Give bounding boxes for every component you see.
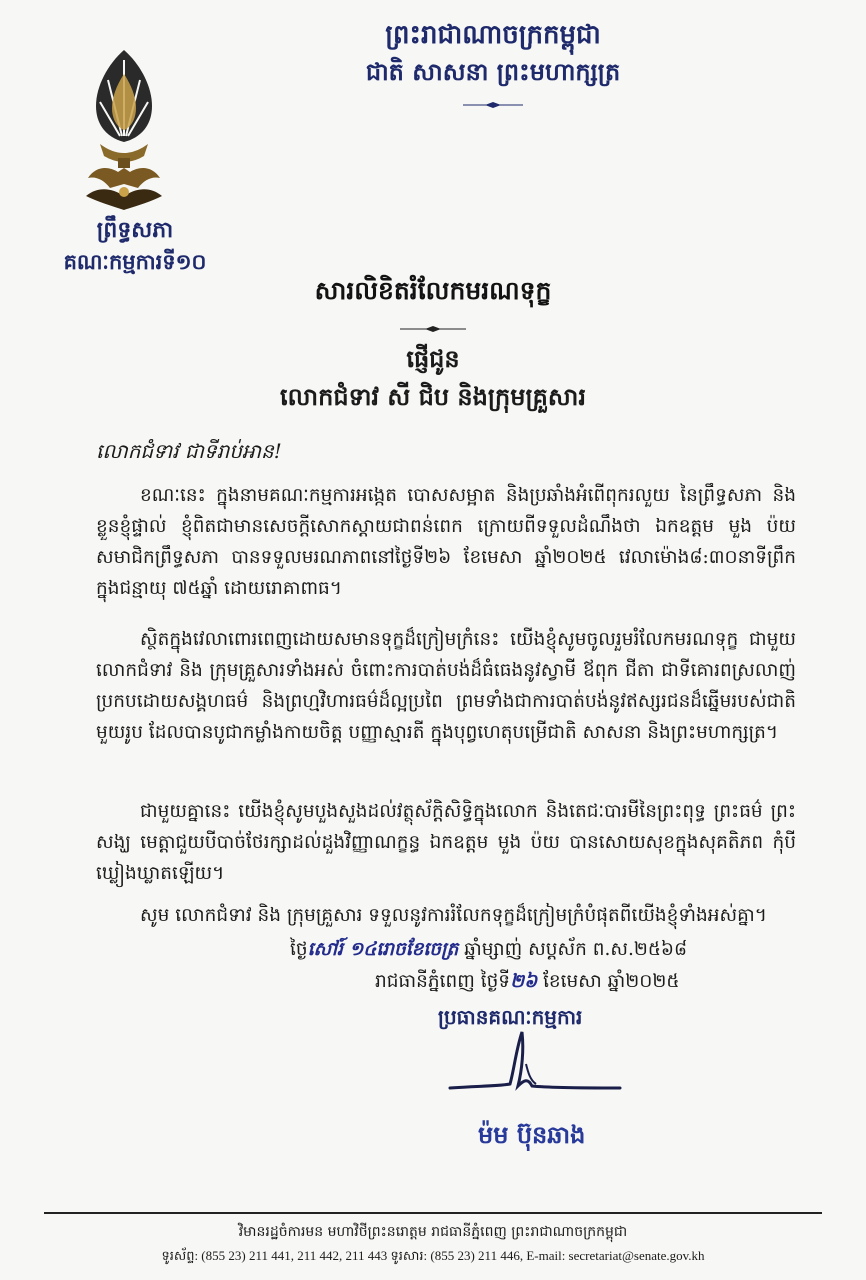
body-paragraph-4 <box>96 900 796 931</box>
title-ornament-icon <box>0 318 866 337</box>
lunar-date-suffix: ឆ្នាំម្សាញ់ សប្តស័ក ព.ស.២៥៦៨ <box>464 939 688 960</box>
lunar-date-handwritten: សៅរ៍ ១៤រោចខែចេត្រ <box>307 939 459 960</box>
paragraph-text: ស្ថិតក្នុងវេលាពោរពេញដោយសមានទុក្ខដ៏ក្រៀមក្រំនេះ យើងខ្ញុំសូមចូលរួមរំលែកមរណទុក្ខ ជាមួយ លោកជំទាវ និង ក្រុមគ្រួសារទាំងអស់ ចំពោះការបាត់បង់ដ៏ធំធេងនូវស្វាមី ឪពុក ជីតា ជាទីគោរពស្រលាញ់ ប្រកបដោយសង្គហធម៌ និងព្រហ្មវិហារធម៌ដ៏ល្អប្រពៃ ព្រមទាំងជាការបាត់បង់នូវឥស្សរជនដ៏ឆ្នើមរបស់ជាតិមួយរូប ដែលបានបូជាកម្លាំងកាយចិត្ត បញ្ញាស្មារតី ក្នុងបុព្វហេតុបម្រើជាតិ សាសនា និងព្រះមហាក្សត្រ។ <box>96 629 796 743</box>
paragraph-text: ខណៈនេះ ក្នុងនាមគណៈកម្មការអង្កេត បោសសម្អាត និងប្រឆាំងអំពើពុករលួយ នៃព្រឹទ្ធសភា និងខ្លួនខ្ញុំផ្ទាល់ ខ្ញុំពិតជាមានសេចក្ដីសោកស្ដាយជាពន់ពេក ក្រោយពីទទួលដំណឹងថា ឯកឧត្តម មួង ប៉យ សមាជិកព្រឹទ្ធសភា បានទទួលមរណភាពនៅថ្ងៃទី២៦ ខែមេសា ឆ្នាំ២០២៥ វេលាម៉ោង៨:៣០នាទីព្រឹក ក្នុងជន្មាយុ ៧៥ឆ្នាំ ដោយរោគាពាធ។ <box>96 485 796 599</box>
body-paragraph-1 <box>96 480 796 604</box>
letter-title: សារលិខិតរំលែកមរណទុក្ខ <box>314 276 552 305</box>
footer-address: វិមានរដ្ឋចំការមន មហាវិថីព្រះនរោត្តម រាជធានីភ្នំពេញ ព្រះរាជាណាចក្រកម្ពុជា <box>238 1224 628 1240</box>
salutation: លោកជំទាវ ជាទីរាប់អាន! <box>96 439 282 463</box>
senate-block <box>40 214 230 278</box>
solar-date-suffix: ខែមេសា ឆ្នាំ២០២៥ <box>543 971 680 992</box>
solar-date <box>375 970 679 997</box>
header-ornament-icon <box>463 94 523 113</box>
solar-date-handwritten: ២៦ <box>510 971 538 992</box>
paragraph-text: ជាមួយគ្នានេះ យើងខ្ញុំសូមបួងសួងដល់វត្ថុស័ក្ដិសិទ្ធិក្នុងលោក និងតេជៈបារមីនៃព្រះពុទ្ធ ព្រះធម៌ ព្រះសង្ឃ មេត្តាជួយបីបាច់ថែរក្សាដល់ដួងវិញ្ញាណក្ខន្ធ ឯកឧត្តម មួង ប៉យ បានសោយសុខក្នុងសុគតិភព កុំបីឃ្លៀងឃ្លាតឡើយ។ <box>96 801 796 884</box>
senate-emblem-icon <box>78 46 170 212</box>
body-paragraph-2 <box>96 624 796 748</box>
national-motto: ជាតិ សាសនា ព្រះមហាក្សត្រ <box>365 57 621 86</box>
send-to-label: ផ្ញើជូន <box>406 344 460 373</box>
lunar-date-prefix: ថ្ងៃ <box>290 939 308 960</box>
senate-name: ព្រឹទ្ធសភា <box>96 217 174 243</box>
body-paragraph-3 <box>96 796 796 889</box>
chair-title: ប្រធានគណៈកម្មការ <box>438 1005 583 1029</box>
signer-name: ម៉ម ប៊ុនឆាង <box>478 1120 586 1149</box>
footer-contact: ទូរស័ព្ទ: (855 23) 211 441, 211 442, 211 443 ទូរសារ: (855 23) 211 446, E-mail: secretariat@senate.gov.kh <box>161 1248 705 1263</box>
recipient-name: លោកជំទាវ សី ជិប និងក្រុមគ្រួសារ <box>280 382 586 411</box>
solar-date-prefix: រាជធានីភ្នំពេញ ថ្ងៃទី <box>375 971 511 992</box>
signature-icon <box>440 1020 640 1100</box>
footer-divider <box>44 1212 822 1214</box>
kingdom-name: ព្រះរាជាណាចក្រកម្ពុជា <box>385 20 601 50</box>
paragraph-text: សូម លោកជំទាវ និង ក្រុមគ្រួសារ ទទួលនូវការរំលែកទុក្ខដ៏ក្រៀមក្រំបំផុតពីយើងខ្ញុំទាំងអស់គ្នា។ <box>140 905 767 926</box>
lunar-date <box>290 938 687 965</box>
commission-name: គណៈកម្មការទី១០ <box>63 249 207 274</box>
